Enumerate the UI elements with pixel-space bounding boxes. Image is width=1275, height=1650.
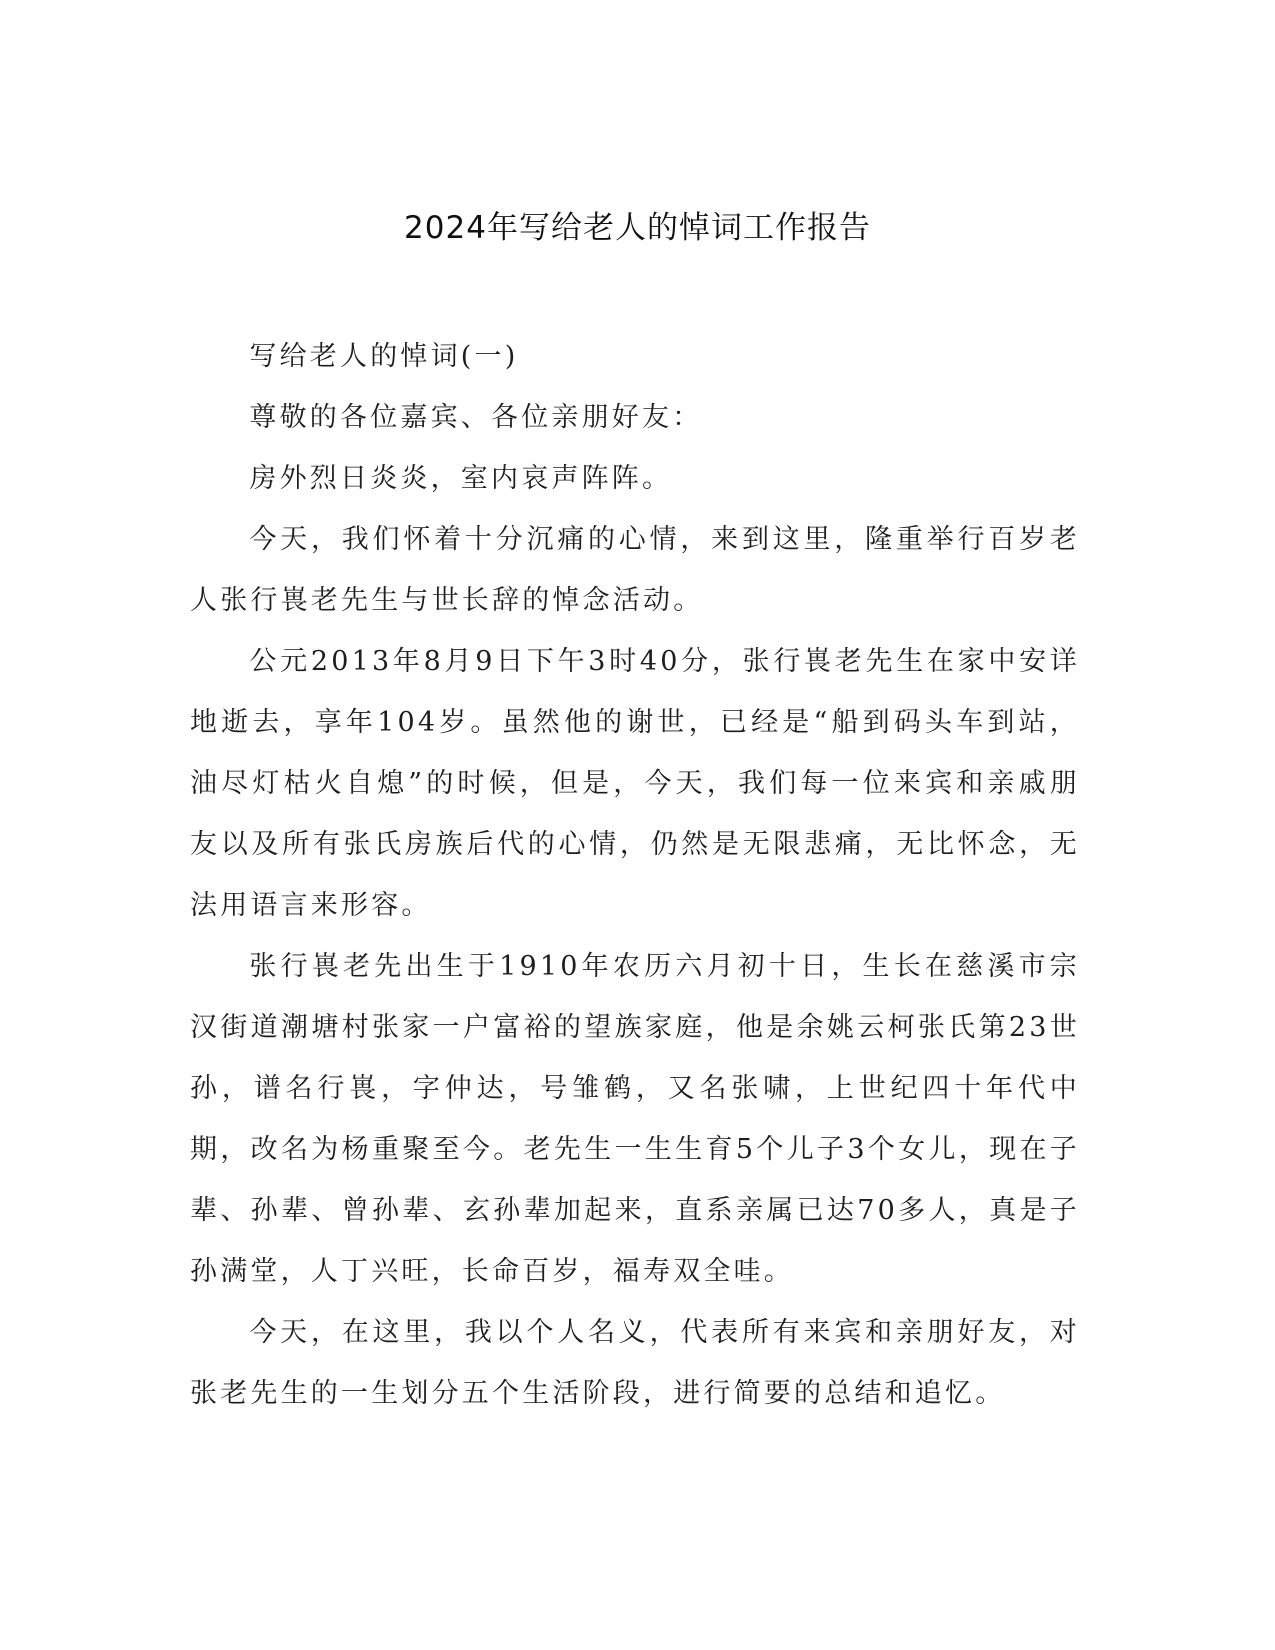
paragraph: 房外烈日炎炎，室内哀声阵阵。 [249, 463, 673, 494]
paragraph: 公元2013年8月9日下午3时40分，张行嵔老先生在家中安详地逝去，享年104岁。虽然他的谢世，已经是“船到码头车到站，油尽灯枯火自熄”的时候，但是，今天，我们每一位来宾和亲戚朋友以及所有张氏房族后代的心情，仍然是无限悲痛，无比怀念，无法用语言来形容。 [190, 646, 1080, 921]
paragraph: 今天，在这里，我以个人名义，代表所有来宾和亲朋好友，对张老先生的一生划分五个生活阶段，进行简要的总结和追忆。 [190, 1317, 1080, 1409]
paragraph-subtitle: 写给老人的悼词(一) [249, 341, 519, 372]
document-body [190, 326, 1080, 1424]
paragraph-salutation: 尊敬的各位嘉宾、各位亲朋好友： [249, 402, 703, 433]
paragraph: 张行嵔老先出生于1910年农历六月初十日，生长在慈溪市宗汉街道潮塘村张家一户富裕的望族家庭，他是余姚云柯张氏第23世孙，谱名行嵔，字仲达，号雏鹤，又名张啸，上世纪四十年代中期，改名为杨重聚至今。老先生一生生育5个儿子3个女儿，现在子辈、孙辈、曾孙辈、玄孙辈加起来，直系亲属已达70多人，真是子孙满堂，人丁兴旺，长命百岁，福寿双全哇。 [190, 951, 1080, 1287]
document-title: 2024年写给老人的悼词工作报告 [404, 210, 871, 246]
paragraph: 今天，我们怀着十分沉痛的心情，来到这里，隆重举行百岁老人张行嵔老先生与世长辞的悼念活动。 [190, 524, 1080, 616]
